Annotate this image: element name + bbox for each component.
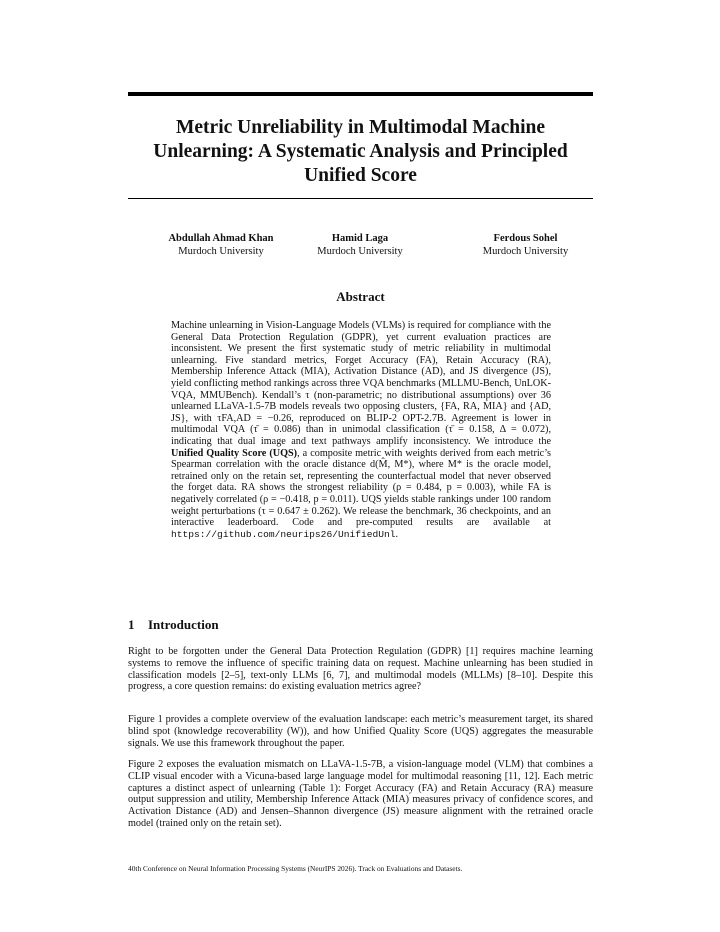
abstract-end: . [395,528,399,540]
title-bottom-rule [128,198,593,199]
abstract-bold-term: Unified Quality Score (UQS) [171,447,298,459]
section-title: Introduction [148,617,219,632]
section-number: 1 [128,617,135,632]
section-heading [128,617,219,633]
author-1 [146,232,296,258]
conference-footer: 40th Conference on Neural Information Processing Systems (NeurIPS 2026). Track on Evaluations and Datasets. [128,864,463,873]
intro-paragraph-2: Figure 1 provides a complete overview of the evaluation landscape: each metric’s measurement target, its shared blind spot (knowledge recoverability (W)), and how Unified Quality Score (UQS) aggregates the measurable signals. We use this framework throughout the paper. [128,714,593,749]
author-affiliation: Murdoch University [317,246,403,257]
author-2 [300,232,420,258]
intro-paragraph-1: Right to be forgotten under the General Data Protection Regulation (GDPR) [1] requires machine learning systems to remove the influence of specific training data on request. Machine unlearning has been studied in classification models [2–5], text-only LLMs [6, 7], and multimodal models (MLLMs) [8–10]. Despite this progress, a core question remains: do existing evaluation metrics agree? [128,646,593,693]
intro-paragraph-3: Figure 2 exposes the evaluation mismatch on LLaVA-1.5-7B, a vision-language model (VLM) that combines a CLIP visual encoder with a Vicuna-based large language model for multimodal reasoning [11, 12]. Each metric captures a distinct aspect of unlearning (Table 1): Forget Accuracy (FA) and Retain Accuracy (RA) measure output suppression and utility, Membership Inference Attack (MIA) measures privacy of confidence scores, and Activation Distance (AD) and Jensen–Shannon divergence (JS) measure alignment with the retrained oracle model (trained only on the retain set). [128,759,593,829]
title-top-rule [128,92,593,96]
author-affiliation: Murdoch University [178,246,264,257]
abstract-part-1: Machine unlearning in Vision-Language Models (VLMs) is required for compliance with the General Data Protection Regulation (GDPR), yet current evaluation practices are inconsistent. We present the first systematic study of metric reliability in multimodal unlearning. Five standard metrics, Forget Accuracy (FA), Retain Accuracy (RA), Membership Inference Attack (MIA), Activation Distance (AD), and JS divergence (JS), yield conflicting method rankings across three VQA benchmarks (MLLMU-Bench, UnLOK-VQA, MMUBench). Kendall’s τ (non-parametric; no distributional assumptions) over 36 unlearned LLaVA-1.5-7B models reveals two opposing clusters, {FA, RA, MIA} and {AD, JS}, with τFA,AD = −0.26, reproduced on BLIP-2 OPT-2.7B. Agreement is lower in multimodal VQA (τ̄ = 0.086) than in unimodal classification (τ̄ = 0.158, Δ = 0.072), indicating that dual image and text pathways amplify inconsistency. We introduce the [171,320,551,447]
author-3 [458,232,593,258]
abstract-text [171,320,551,540]
author-name: Hamid Laga [331,233,389,244]
author-block [128,232,593,262]
code-url-link[interactable]: https://github.com/neurips26/UnifiedUnl [171,528,396,540]
paper-title: Metric Unreliability in Multimodal Machine Unlearning: A Systematic Analysis and Principled Unified Score [153,117,568,186]
author-affiliation: Murdoch University [482,246,569,257]
author-name: Ferdous Sohel [493,233,558,244]
abstract-part-2: , a composite metric with weights derived from each metric’s Spearman correlation with the oracle distance d(M̂, M*), where M* is the oracle model, retrained only on the retain set, representing the counterfactual model that never observed the forget data. RA shows the strongest reliability (ρ = 0.484, p = 0.003), while FA is negatively correlated (ρ = −0.418, p = 0.011). UQS yields stable rankings under 100 random weight perturbations (τ = 0.647 ± 0.262). We release the benchmark, 36 checkpoints, and an interactive leaderboard. Code and pre-computed results are available at [171,447,551,529]
author-name: Abdullah Ahmad Khan [168,233,274,244]
abstract-heading: Abstract [336,289,385,304]
